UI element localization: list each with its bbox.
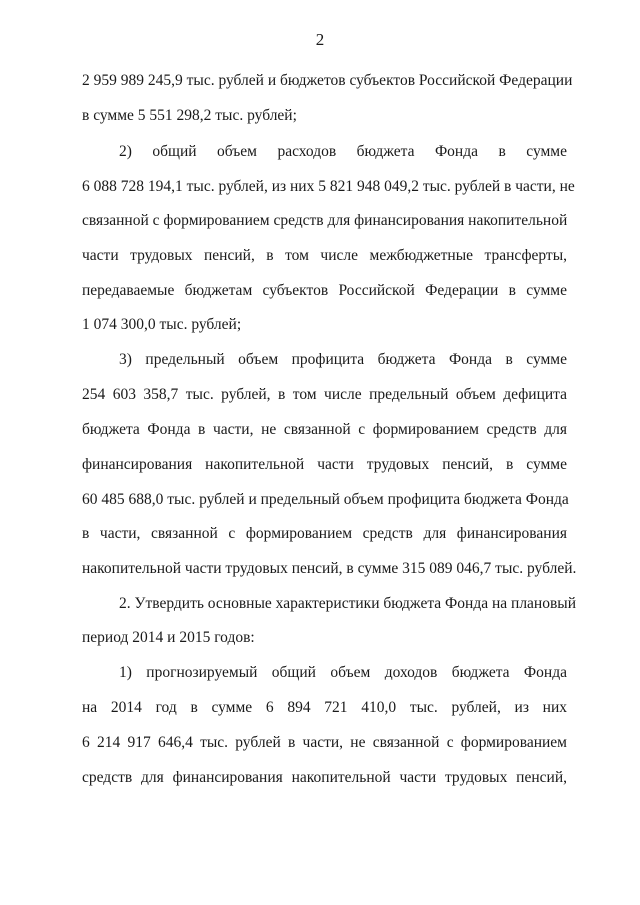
text-line: 2 959 989 245,9 тыс. рублей и бюджетов субъектов Российской Федерации xyxy=(82,72,573,89)
text-line: в сумме 5 551 298,2 тыс. рублей; xyxy=(82,107,297,124)
text-line: накопительной части трудовых пенсий, в сумме 315 089 046,7 тыс. рублей. xyxy=(82,560,577,577)
text-line: 60 485 688,0 тыс. рублей и предельный объем профицита бюджета Фонда xyxy=(82,491,569,508)
text-line: средств для финансирования накопительной части трудовых пенсий, xyxy=(82,769,567,786)
text-line: 2) общий объем расходов бюджета Фонда в сумме xyxy=(119,143,567,160)
text-line: 2. Утвердить основные характеристики бюджета Фонда на плановый xyxy=(119,595,577,612)
text-line: 6 088 728 194,1 тыс. рублей, из них 5 821 948 049,2 тыс. рублей в части, не xyxy=(82,178,575,195)
text-line: части трудовых пенсий, в том числе межбюджетные трансферты, xyxy=(82,247,567,264)
text-line: связанной с формированием средств для финансирования накопительной xyxy=(82,212,568,229)
page-number: 2 xyxy=(315,30,325,49)
text-line: 254 603 358,7 тыс. рублей, в том числе предельный объем дефицита xyxy=(82,386,567,403)
text-line: 1) прогнозируемый общий объем доходов бюджета Фонда xyxy=(119,664,567,681)
text-line: передаваемые бюджетам субъектов Российской Федерации в сумме xyxy=(82,282,567,299)
text-line: 6 214 917 646,4 тыс. рублей в части, не связанной с формированием xyxy=(82,734,567,751)
text-line: период 2014 и 2015 годов: xyxy=(82,629,255,646)
text-line: на 2014 год в сумме 6 894 721 410,0 тыс. рублей, из них xyxy=(82,699,567,716)
text-line: в части, связанной с формированием средств для финансирования xyxy=(82,525,567,542)
text-line: 1 074 300,0 тыс. рублей; xyxy=(82,316,242,333)
text-line: бюджета Фонда в части, не связанной с формированием средств для xyxy=(82,421,567,438)
text-line: 3) предельный объем профицита бюджета Фонда в сумме xyxy=(119,351,567,368)
text-line: финансирования накопительной части трудовых пенсий, в сумме xyxy=(82,456,567,473)
